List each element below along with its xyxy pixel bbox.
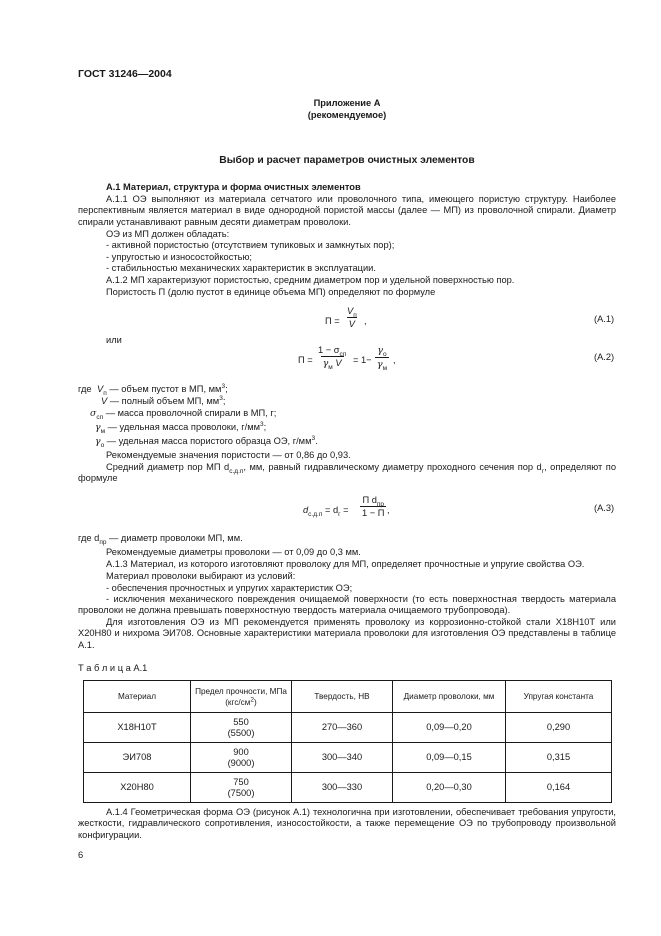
cell-strength: 550 (5500) [191, 713, 292, 743]
paragraph-properties-intro: ОЭ из МП должен обладать: [106, 229, 230, 239]
cell-diameter: 0,09—0,20 [393, 713, 506, 743]
document-code: ГОСТ 31246—2004 [78, 68, 172, 80]
cell-constant: 0,315 [506, 743, 612, 773]
column-header: Предел прочности, МПа $(кгс/см^2)$ [191, 681, 292, 713]
cell-strength: 750 (7500) [191, 773, 292, 803]
table-caption: Т а б л и ц а А.1 [78, 663, 148, 673]
appendix-label: Приложение А [313, 98, 381, 108]
paragraph-a12: А.1.2 МП характеризуют пористостью, средним диаметром пор и удельной поверхностью пор. [106, 275, 515, 285]
formula-number: (А.2) [594, 352, 615, 362]
where-item-dpr: где $d_{пр}$ — диаметр проволоки МП, мм. [78, 533, 243, 546]
column-header: Твердость, НВ [292, 681, 393, 713]
cell-diameter: 0,20—0,30 [393, 773, 506, 803]
column-header: Диаметр проволоки, мм [393, 681, 506, 713]
list-item: - стабильностью механических характеристик в эксплуатации. [106, 263, 376, 273]
table-header-row [84, 681, 612, 713]
column-header: Упругая константа [506, 681, 612, 713]
paragraph-a13: А.1.3 Материал, из которого изготовляют проволоку для МП, определяет прочностные и упругие свойства ОЭ. [106, 559, 585, 569]
list-item: - активной пористостью (отсутствием тупиковых и замкнутых пор); [106, 240, 395, 250]
where-item-sigma: $\sigma_{сп}$ — масса проволочной спирали в МП, г; [90, 408, 277, 421]
cell-hardness: 270—360 [292, 713, 393, 743]
cell-strength: 900 (9000) [191, 743, 292, 773]
paragraph-porosity: Пористость П (долю пустот в единице объема МП) определяют по формуле [106, 287, 436, 297]
paragraph-conditions: Материал проволоки выбирают из условий: [106, 571, 296, 581]
paragraph-a11: А.1.1 ОЭ выполняют из материала сетчатого или проволочного типа, имеющего пористую структуру. Наиболее перспективным является материал в виде однородной пористой массы (далее — МП) из проволочной спирали. Диаметр спирали устанавливают равным десяти диаметрам проволоки. [78, 194, 616, 227]
paragraph-pore-diameter: Средний диаметр пор МП $d_{с.д.п}$, мм, равный гидравлическому диаметру проходного сечения пор $d_г$, определяют по формуле [78, 462, 616, 484]
where-item-v: V — полный объем МП, $мм^3$; [101, 394, 226, 406]
cell-diameter: 0,09—0,15 [393, 743, 506, 773]
list-item: - исключения механического повреждения очищаемой поверхности (то есть поверхностная твердость материала проволоки не должна превышать поверхностную твердость материала очищаемого трубопровода). [78, 594, 616, 616]
appendix-status: (рекомендуемое) [307, 110, 387, 120]
where-intro: где [78, 384, 92, 394]
where-item-vp: $V_п$ — объем пустот в МП, $мм^3$; [97, 382, 228, 397]
cell-material: Х18Н10Т [84, 713, 191, 743]
list-item: - обеспечения прочностных и упругих характеристик ОЭ; [106, 583, 353, 593]
list-item: - упругостью и износостойкостью; [106, 252, 253, 262]
paragraph-materials: Для изготовления ОЭ из МП рекомендуется применять проволоку из коррозионно-стойкой стали Х18Н10Т или Х20Н80 и нихрома ЭИ708. Основные характеристики материала проволоки для изготовления ОЭ представлены в таблице А.1. [78, 617, 616, 650]
paragraph-a14: А.1.4 Геометрическая форма ОЭ (рисунок А.1) технологична при изготовлении, обеспечивает требования упругости, жесткости, гидравлического сопротивления, износостойкости, а также перемещение ОЭ по трубопроводу произвольной конфигурации. [78, 807, 616, 840]
properties-table [83, 680, 612, 803]
text-or: или [106, 335, 122, 345]
cell-constant: 0,290 [506, 713, 612, 743]
cell-material: Х20Н80 [84, 773, 191, 803]
page-number: 6 [78, 850, 84, 860]
where-item-gamma-m: $\gamma_м$ — удельная масса проволоки, $г/мм^3$; [95, 420, 267, 435]
paragraph-porosity-values: Рекомендуемые значения пористости — от 0,86 до 0,93. [106, 450, 351, 460]
cell-material: ЭИ708 [84, 743, 191, 773]
formula-number: (А.3) [594, 503, 615, 513]
table-row [84, 743, 612, 773]
table-row [84, 713, 612, 743]
where-item-gamma-o: $\gamma_о$ — удельная масса пористого образца ОЭ, $г/мм^3$. [95, 434, 318, 449]
section-title: Выбор и расчет параметров очистных элементов [219, 155, 475, 166]
table-row [84, 773, 612, 803]
cell-hardness: 300—340 [292, 743, 393, 773]
formula-number: (А.1) [594, 314, 615, 324]
subsection-heading: А.1 Материал, структура и форма очистных элементов [106, 182, 361, 192]
cell-hardness: 300—330 [292, 773, 393, 803]
paragraph-wire-diameter: Рекомендуемые диаметры проволоки — от 0,09 до 0,3 мм. [106, 547, 361, 557]
cell-constant: 0,164 [506, 773, 612, 803]
column-header: Материал [84, 681, 191, 713]
